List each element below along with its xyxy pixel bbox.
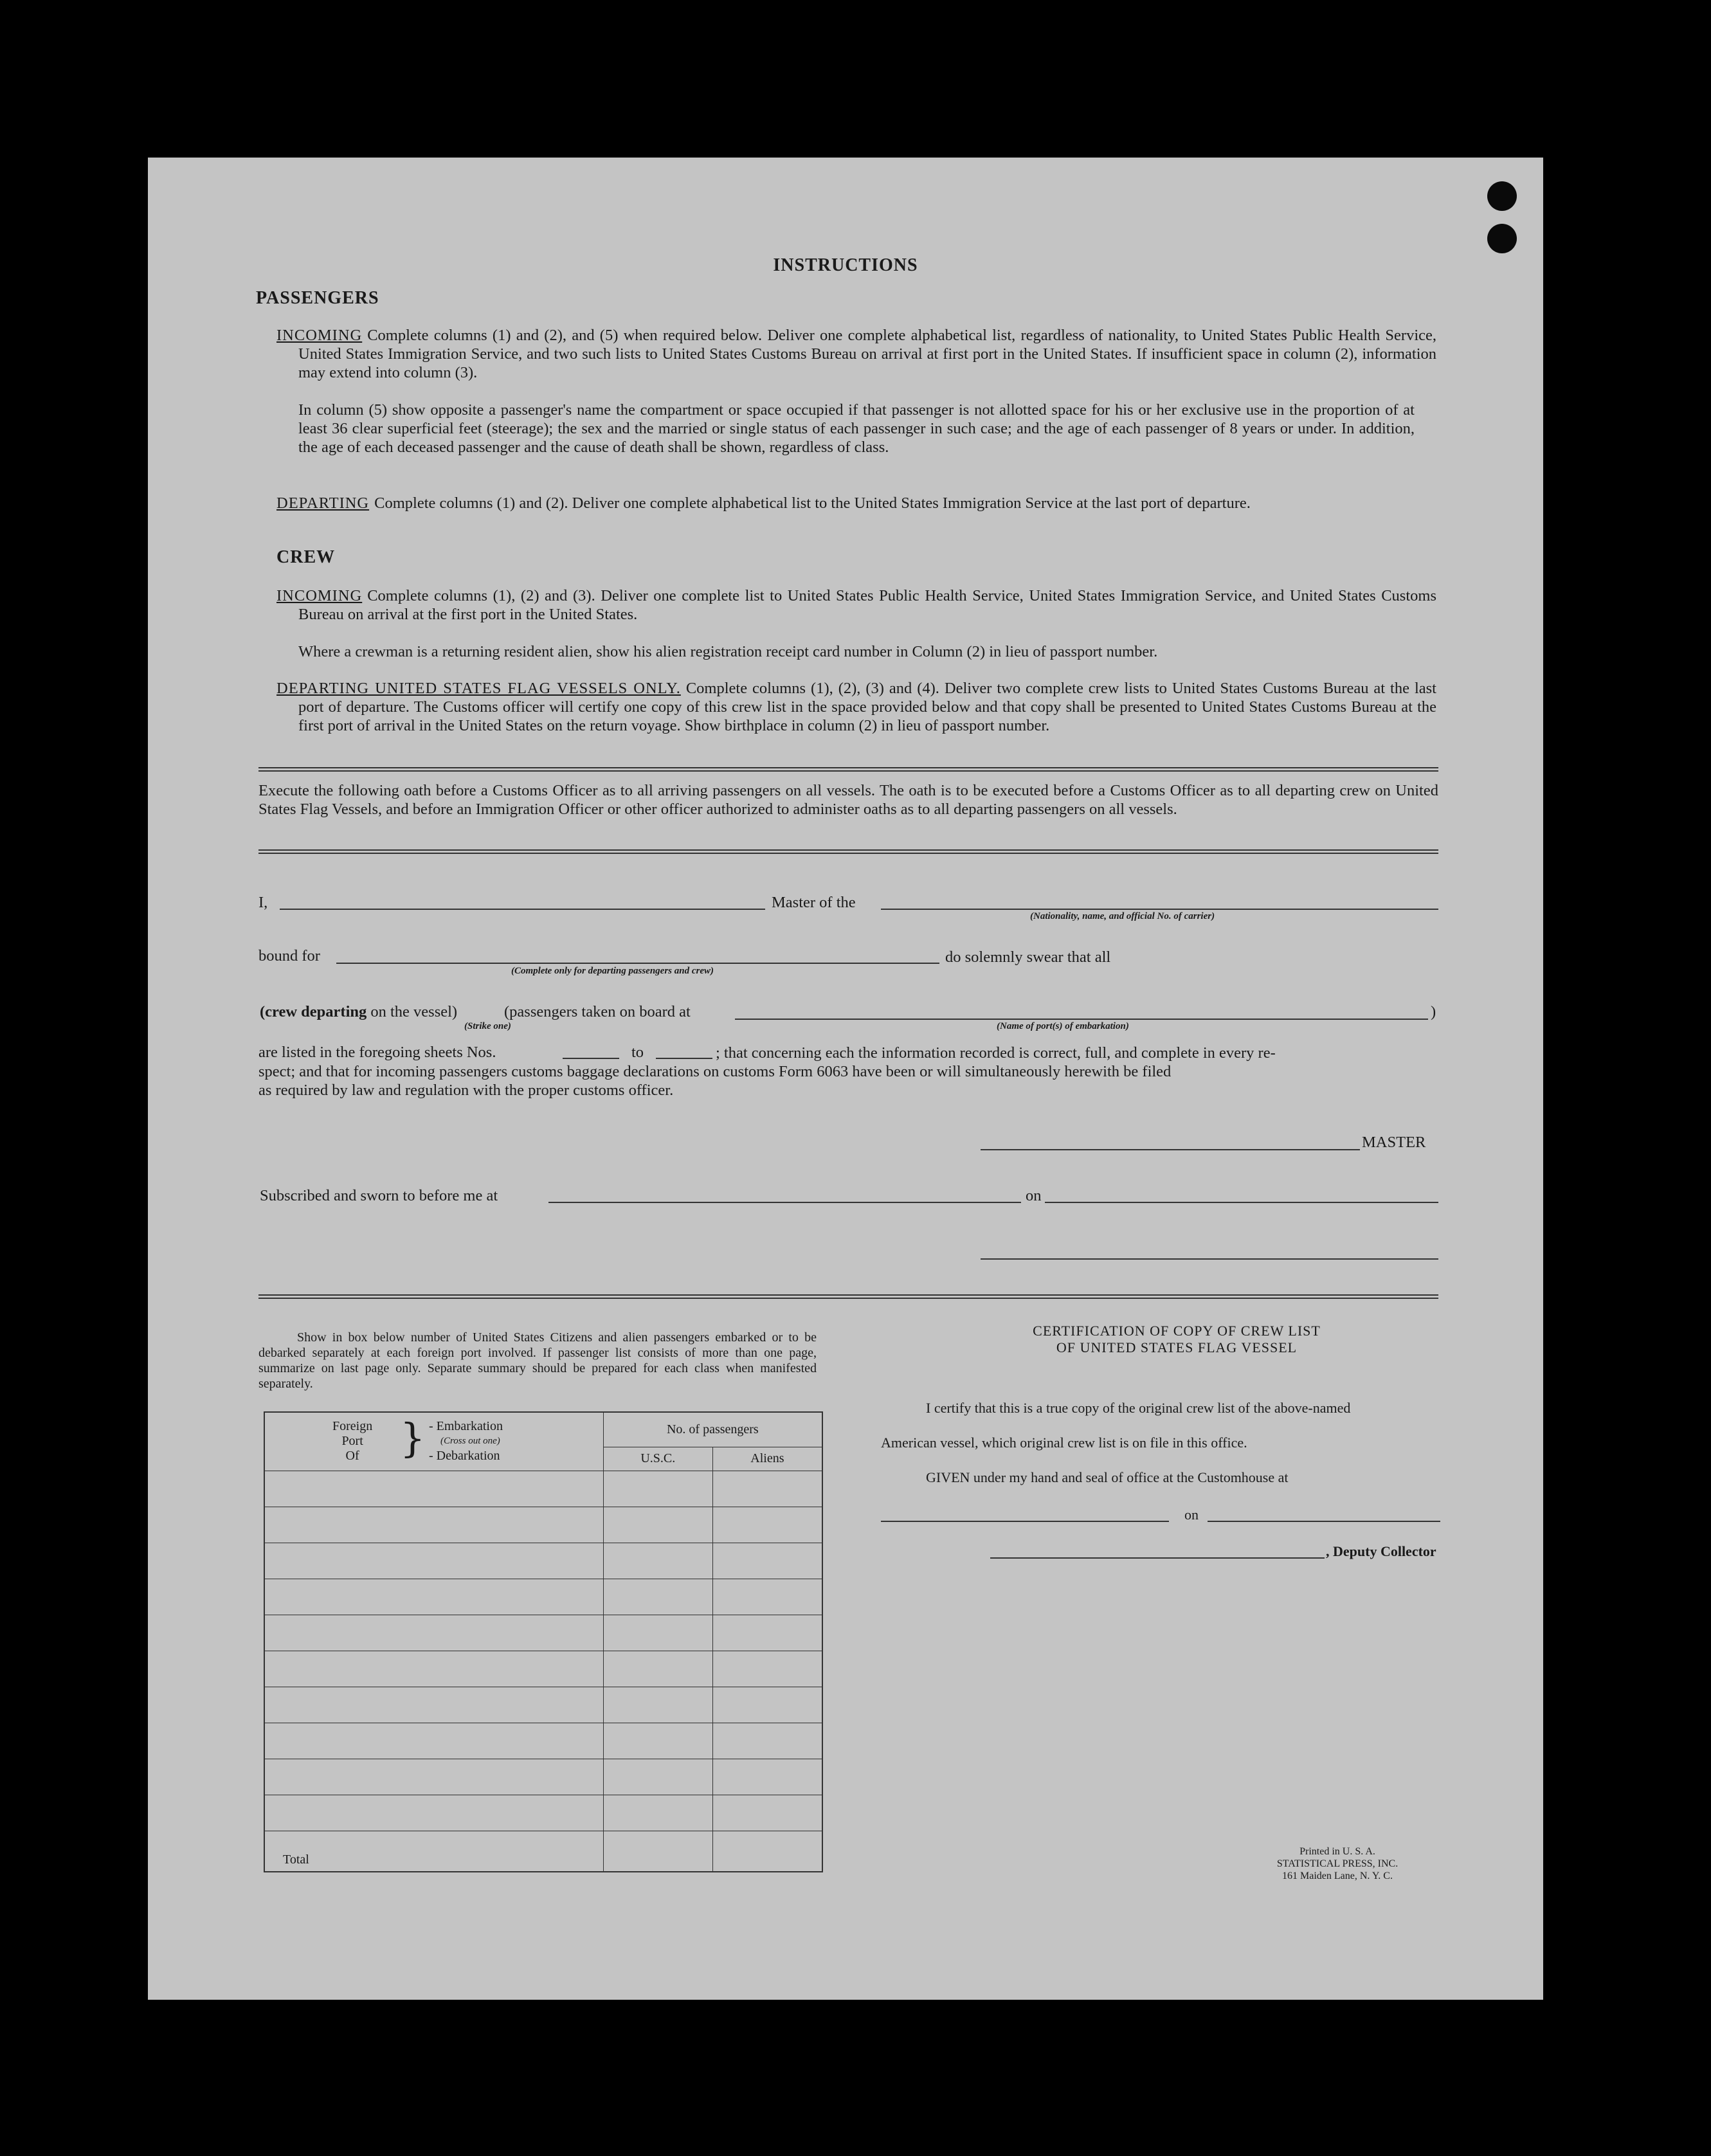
- port-cell[interactable]: [264, 1615, 603, 1651]
- crew-resident-paragraph: Where a crewman is a returning resident alien, show his alien registration receipt card number in Column (2) in lieu of passport number.: [298, 643, 1158, 660]
- oath-i-label: I,: [258, 894, 268, 911]
- usc-cell[interactable]: [603, 1543, 712, 1579]
- bound-for-label: bound for: [258, 947, 320, 965]
- debarkation-label: - Debarkation: [429, 1449, 500, 1463]
- usc-cell[interactable]: [603, 1615, 712, 1651]
- swear-label: do solemnly swear that all: [945, 948, 1111, 966]
- usc-header: U.S.C.: [603, 1447, 712, 1471]
- port-cell[interactable]: [264, 1759, 603, 1795]
- cert-on-label: on: [1184, 1507, 1199, 1523]
- aliens-cell[interactable]: [712, 1795, 822, 1831]
- summary-rows: [264, 1471, 822, 1831]
- usc-cell[interactable]: [603, 1471, 712, 1507]
- brace-glyph: }: [400, 1415, 426, 1462]
- instructions-title: INSTRUCTIONS: [773, 255, 918, 275]
- passengers-incoming-text: Complete columns (1) and (2), and (5) when required below. Deliver one complete alphabetical list, regardless of nationality, to United States Public Health Service, United States Immigration Service, and two such lists to United States Customs Bureau on arrival at first port in the United States. If insufficient space in column (2), information may extend into column (3).: [298, 327, 1436, 381]
- port-cell[interactable]: [264, 1687, 603, 1723]
- of-label: Of: [345, 1449, 359, 1463]
- port-cell[interactable]: [264, 1723, 603, 1759]
- section-divider: [258, 849, 1438, 854]
- aliens-cell[interactable]: [712, 1615, 822, 1651]
- total-aliens-cell[interactable]: [712, 1831, 822, 1872]
- total-usc-cell[interactable]: [603, 1831, 712, 1872]
- passenger-summary-table: [264, 1411, 823, 1872]
- summary-row: [264, 1687, 822, 1723]
- usc-cell[interactable]: [603, 1507, 712, 1543]
- master-label: MASTER: [1362, 1134, 1426, 1151]
- summary-row: [264, 1543, 822, 1579]
- passengers-departing-paragraph: [276, 494, 1436, 512]
- aliens-cell[interactable]: [712, 1723, 822, 1759]
- strike-one-note: (Strike one): [464, 1021, 511, 1031]
- port-cell[interactable]: [264, 1579, 603, 1615]
- aliens-header: Aliens: [712, 1447, 822, 1471]
- master-name-field[interactable]: [280, 909, 765, 910]
- crew-departing-text: (crew departing: [260, 1003, 367, 1020]
- form-page: [148, 158, 1543, 2000]
- passengers-taken-label: (passengers taken on board at: [504, 1003, 691, 1020]
- summary-row: [264, 1759, 822, 1795]
- punch-hole: [1487, 224, 1517, 253]
- close-paren: ): [1431, 1003, 1436, 1020]
- foreign-label: Foreign: [332, 1419, 373, 1433]
- section-divider: [258, 1294, 1438, 1299]
- crew-incoming-lead: INCOMING: [276, 587, 363, 604]
- sheets-to-label: to: [631, 1044, 644, 1061]
- passengers-departing-lead: DEPARTING: [276, 494, 370, 512]
- printer-line-1: Printed in U. S. A.: [1299, 1846, 1375, 1857]
- crew-departing-lead: DEPARTING UNITED STATES FLAG VESSELS ONLY.: [276, 680, 681, 697]
- summary-row: [264, 1579, 822, 1615]
- carrier-field[interactable]: [881, 909, 1438, 910]
- port-cell[interactable]: [264, 1795, 603, 1831]
- aliens-cell[interactable]: [712, 1687, 822, 1723]
- destination-field[interactable]: [336, 963, 939, 964]
- port-label: Port: [341, 1434, 363, 1448]
- passengers-heading: PASSENGERS: [256, 288, 379, 308]
- embarkation-port-field[interactable]: [735, 1019, 1428, 1020]
- crew-incoming-text: Complete columns (1), (2) and (3). Deliver one complete list to United States Public Health Service, United States Immigration Service, and United States Customs Bureau on arrival at the first port in the United States.: [298, 587, 1436, 623]
- printer-line-2: STATISTICAL PRESS, INC.: [1276, 1858, 1399, 1869]
- given-line: GIVEN under my hand and seal of office at the Customhouse at: [926, 1469, 1289, 1485]
- passengers-column5-paragraph: In column (5) show opposite a passenger's name the compartment or space occupied if that passenger is not allotted space for his or her exclusive use in the proportion of at least 36 clear superficial feet (steerage); the sex and the married or single status of each passenger in such case; and the age of each passenger of 8 years or under. In addition, the age of each deceased passenger and the cause of death shall be shown, regardless of class.: [298, 401, 1415, 456]
- certification-title-line-1: CERTIFICATION OF COPY OF CREW LIST: [1033, 1323, 1321, 1339]
- nationality-note: (Nationality, name, and official No. of carrier): [1030, 911, 1215, 921]
- aliens-cell[interactable]: [712, 1471, 822, 1507]
- sheet-to-field[interactable]: [656, 1058, 712, 1059]
- certification-title-line-2: OF UNITED STATES FLAG VESSEL: [1056, 1339, 1298, 1355]
- sheets-prefix: are listed in the foregoing sheets Nos.: [258, 1044, 496, 1061]
- aliens-cell[interactable]: [712, 1759, 822, 1795]
- crew-departing-paragraph: [276, 679, 1436, 735]
- port-cell[interactable]: [264, 1507, 603, 1543]
- ports-note: (Name of port(s) of embarkation): [997, 1021, 1129, 1031]
- aliens-cell[interactable]: [712, 1579, 822, 1615]
- aliens-cell[interactable]: [712, 1507, 822, 1543]
- crew-departing-text: Complete columns (1), (2), (3) and (4). Deliver two complete crew lists to United States Customs Bureau at the last port of departure. The Customs officer will certify one copy of this crew list in the space provided below and that copy shall be presented to United States Customs Bureau at the first port of arrival in the United States on the return voyage. Show birthplace in column (2) in lieu of passport number.: [298, 680, 1436, 734]
- passengers-incoming-paragraph: [276, 326, 1436, 382]
- crew-incoming-paragraph: [276, 586, 1436, 624]
- usc-cell[interactable]: [603, 1651, 712, 1687]
- deputy-collector-label: , Deputy Collector: [1326, 1543, 1436, 1559]
- summary-row: [264, 1651, 822, 1687]
- on-the-vessel-text: on the vessel): [370, 1003, 458, 1020]
- customhouse-field[interactable]: [881, 1521, 1169, 1522]
- deputy-signature-field[interactable]: [990, 1557, 1325, 1559]
- passengers-departing-text: Complete columns (1) and (2). Deliver one complete alphabetical list to the United States Immigration Service at the last port of departure.: [374, 494, 1251, 512]
- subscribed-label: Subscribed and sworn to before me at: [260, 1187, 498, 1204]
- usc-cell[interactable]: [603, 1723, 712, 1759]
- summary-row: [264, 1471, 822, 1507]
- sheets-line-2: spect; and that for incoming passengers customs baggage declarations on customs Form 6063 have been or will simultaneously herewith be filed: [258, 1063, 1172, 1080]
- section-divider: [258, 767, 1438, 772]
- port-cell[interactable]: [264, 1543, 603, 1579]
- summary-note: Show in box below number of United States Citizens and alien passengers embarked or to be debarked separately at each foreign port involved. If passenger list consists of more than one page, summarize on last page only. Separate summary should be prepared for each class when manifested separately.: [258, 1330, 817, 1391]
- embarkation-label: - Embarkation: [429, 1419, 503, 1433]
- officer-signature-field[interactable]: [981, 1258, 1438, 1260]
- summary-row: [264, 1723, 822, 1759]
- sworn-place-field[interactable]: [548, 1202, 1021, 1203]
- complete-only-note: (Complete only for departing passengers and crew): [511, 966, 714, 976]
- master-of-the-label: Master of the: [772, 894, 856, 911]
- crew-departing-option: [260, 1003, 457, 1021]
- aliens-cell[interactable]: [712, 1651, 822, 1687]
- printer-imprint: [1241, 1845, 1434, 1882]
- punch-hole: [1487, 181, 1517, 211]
- crew-heading: CREW: [276, 547, 336, 567]
- aliens-cell[interactable]: [712, 1543, 822, 1579]
- sheet-from-field[interactable]: [563, 1058, 619, 1059]
- passengers-incoming-lead: INCOMING: [276, 327, 363, 344]
- cert-date-field[interactable]: [1208, 1521, 1440, 1522]
- cross-out-note: (Cross out one): [440, 1436, 500, 1446]
- certify-line-2: American vessel, which original crew list is on file in this office.: [881, 1435, 1247, 1451]
- sheets-suffix: ; that concerning each the information recorded is correct, full, and complete in every re-: [716, 1044, 1276, 1062]
- total-label: Total: [264, 1831, 603, 1872]
- port-cell[interactable]: [264, 1651, 603, 1687]
- sworn-date-field[interactable]: [1045, 1202, 1438, 1203]
- usc-cell[interactable]: [603, 1687, 712, 1723]
- master-signature-field[interactable]: [981, 1149, 1360, 1150]
- summary-row: [264, 1507, 822, 1543]
- port-cell[interactable]: [264, 1471, 603, 1507]
- certify-line-1: I certify that this is a true copy of the original crew list of the above-named: [926, 1400, 1351, 1416]
- summary-row: [264, 1615, 822, 1651]
- usc-cell[interactable]: [603, 1795, 712, 1831]
- certification-title: [952, 1323, 1402, 1356]
- printer-line-3: 161 Maiden Lane, N. Y. C.: [1282, 1871, 1393, 1881]
- oath-intro: Execute the following oath before a Customs Officer as to all arriving passengers on all vessels. The oath is to be executed before a Customs Officer as to all departing crew on United States Flag Vessels, and before an Immigration Officer or other officer authorized to administer oaths as to all departing passengers on all vessels.: [258, 782, 1438, 818]
- sheets-line-3: as required by law and regulation with the proper customs officer.: [258, 1082, 674, 1099]
- no-passengers-header: No. of passengers: [603, 1412, 822, 1447]
- usc-cell[interactable]: [603, 1759, 712, 1795]
- usc-cell[interactable]: [603, 1579, 712, 1615]
- summary-row: [264, 1795, 822, 1831]
- foreign-port-header: [264, 1412, 603, 1471]
- sworn-on-label: on: [1026, 1187, 1042, 1204]
